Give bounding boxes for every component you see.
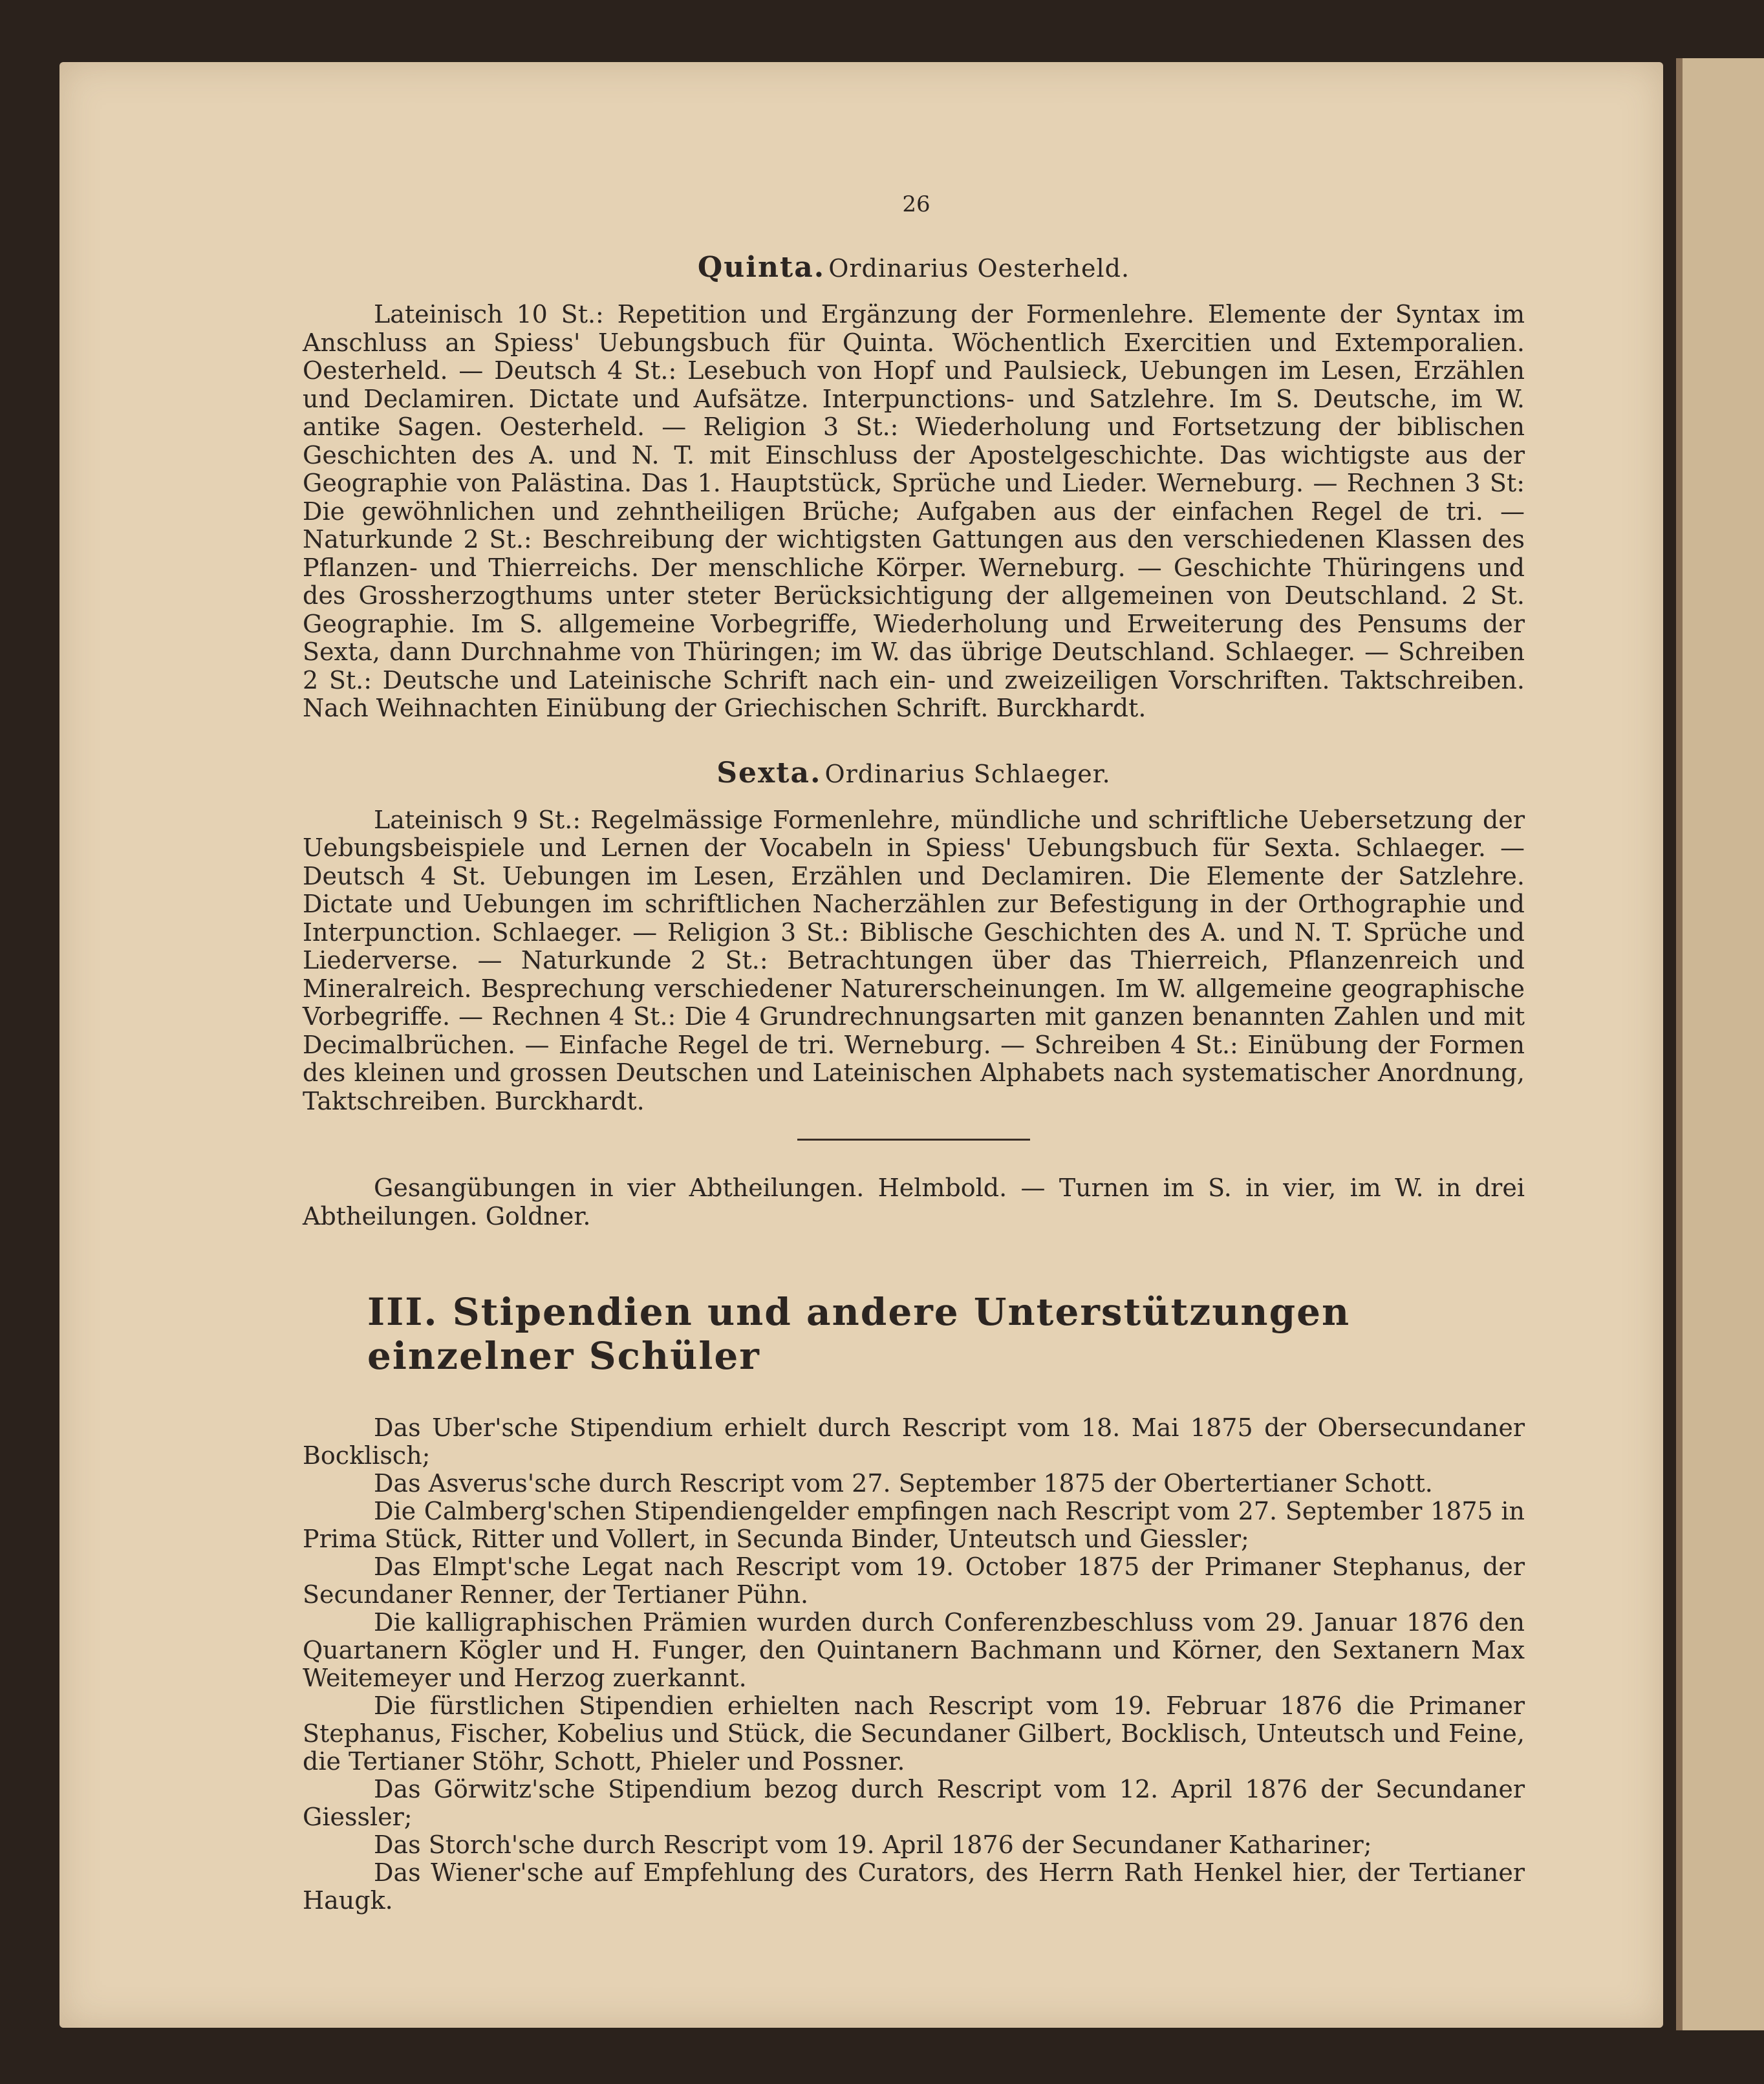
quinta-heading: [303, 251, 1525, 284]
quinta-ordinarius: Ordinarius Oesterheld.: [828, 254, 1130, 283]
list-item: Das Elmpt'sche Legat nach Rescript vom 19. October 1875 der Primaner Stephanus, der Secundaner Renner, der Tertianer Pühn.: [303, 1552, 1525, 1609]
list-item: Die kalligraphischen Prämien wurden durch Conferenzbeschluss vom 29. Januar 1876 den Quartanern Kögler und H. Funger, den Quintanern Bachmann und Körner, den Sextanern Max Weitemeyer und Herzog zuerkannt.: [303, 1608, 1525, 1692]
section-divider: [797, 1139, 1030, 1141]
adjacent-page-edge: [1676, 58, 1764, 2030]
page-number: 26: [902, 191, 930, 217]
quinta-curriculum: Lateinisch 10 St.: Repetition und Ergänzung der Formenlehre. Elemente der Syntax im Anschluss an Spiess' Uebungsbuch für Quinta. Wöchentlich Exercitien und Extemporalien. Oesterheld. — Deutsch 4 St.: Lesebuch von Hopf und Paulsieck, Uebungen im Lesen, Erzählen und Declamiren. Dictate und Aufsätze. Interpunctions- und Satzlehre. Im S. Deutsche, im W. antike Sagen. Oesterheld. — Religion 3 St.: Wiederholung und Fortsetzung der biblischen Geschichten des A. und N. T. mit Einschluss der Apostelgeschichte. Das wichtigste aus der Geographie von Palästina. Das 1. Hauptstück, Sprüche und Lieder. Werneburg. — Rechnen 3 St: Die gewöhnlichen und zehntheiligen Brüche; Aufgaben aus der einfachen Regel de tri. — Naturkunde 2 St.: Beschreibung der wichtigsten Gattungen aus den verschiedenen Klassen des Pflanzen- und Thierreichs. Der menschliche Körper. Werneburg. — Geschichte Thüringens und des Grossherzogthums unter steter Berücksichtigung der allgemeinen von Deutschland. 2 St. Geographie. Im S. allgemeine Vorbegriffe, Wiederholung und Erweiterung des Pensums der Sexta, dann Durchnahme von Thüringen; im W. das übrige Deutschland. Schlaeger. — Schreiben 2 St.: Deutsche und Lateinische Schrift nach ein- und zweizeiligen Vorschriften. Taktschreiben. Nach Weihnachten Einübung der Griechischen Schrift. Burckhardt.: [303, 300, 1525, 722]
sexta-heading: [303, 757, 1525, 790]
section-3-heading: III. Stipendien und andere Unterstützungen einzelner Schüler: [367, 1290, 1351, 1378]
list-item: Das Asverus'sche durch Rescript vom 27. September 1875 der Obertertianer Schott.: [374, 1469, 1433, 1498]
list-item: Das Uber'sche Stipendium erhielt durch Rescript vom 18. Mai 1875 der Obersecundaner Bocklisch;: [303, 1413, 1525, 1470]
general-lessons: Gesangübungen in vier Abtheilungen. Helmbold. — Turnen im S. in vier, im W. in drei Abtheilungen. Goldner.: [303, 1174, 1525, 1230]
sexta-ordinarius: Ordinarius Schlaeger.: [824, 759, 1111, 788]
list-item: Die Calmberg'schen Stipendiengelder empfingen nach Rescript vom 27. September 1875 in Prima Stück, Ritter und Vollert, in Secunda Binder, Unteutsch und Giessler;: [303, 1497, 1525, 1553]
stipend-list: [303, 1414, 1525, 1915]
list-item: Das Görwitz'sche Stipendium bezog durch Rescript vom 12. April 1876 der Secundaner Giessler;: [303, 1775, 1525, 1831]
quinta-class-name: Quinta.: [697, 251, 826, 284]
list-item: Das Storch'sche durch Rescript vom 19. April 1876 der Secundaner Kathariner;: [374, 1831, 1372, 1859]
page-content: [303, 191, 1525, 1915]
list-item: Die fürstlichen Stipendien erhielten nach Rescript vom 19. Februar 1876 die Primaner Stephanus, Fischer, Kobelius und Stück, die Secundaner Gilbert, Bocklisch, Unteutsch und Feine, die Tertianer Stöhr, Schott, Phieler und Possner.: [303, 1692, 1525, 1776]
section-spacer: [303, 723, 1525, 757]
sexta-class-name: Sexta.: [716, 756, 822, 790]
sexta-curriculum: Lateinisch 9 St.: Regelmässige Formenlehre, mündliche und schriftliche Uebersetzung der Uebungsbeispiele und Lernen der Vocabeln in Spiess' Uebungsbuch für Sexta. Schlaeger. — Deutsch 4 St. Uebungen im Lesen, Erzählen und Declamiren. Die Elemente der Satzlehre. Dictate und Uebungen im schriftlichen Nacherzählen zur Befestigung in der Orthographie und Interpunction. Schlaeger. — Religion 3 St.: Biblische Geschichten des A. und N. T. Sprüche und Liederverse. — Naturkunde 2 St.: Betrachtungen über das Thierreich, Pflanzenreich und Mineralreich. Besprechung verschiedener Naturerscheinungen. Im W. allgemeine geographische Vorbegriffe. — Rechnen 4 St.: Die 4 Grundrechnungsarten mit ganzen benannten Zahlen und mit Decimalbrüchen. — Einfache Regel de tri. Werneburg. — Schreiben 4 St.: Einübung der Formen des kleinen und grossen Deutschen und Lateinischen Alphabets nach systematischer Anordnung, Taktschreiben. Burckhardt.: [303, 805, 1525, 1115]
list-item: Das Wiener'sche auf Empfehlung des Curators, des Herrn Rath Henkel hier, der Tertianer Haugk.: [303, 1858, 1525, 1915]
